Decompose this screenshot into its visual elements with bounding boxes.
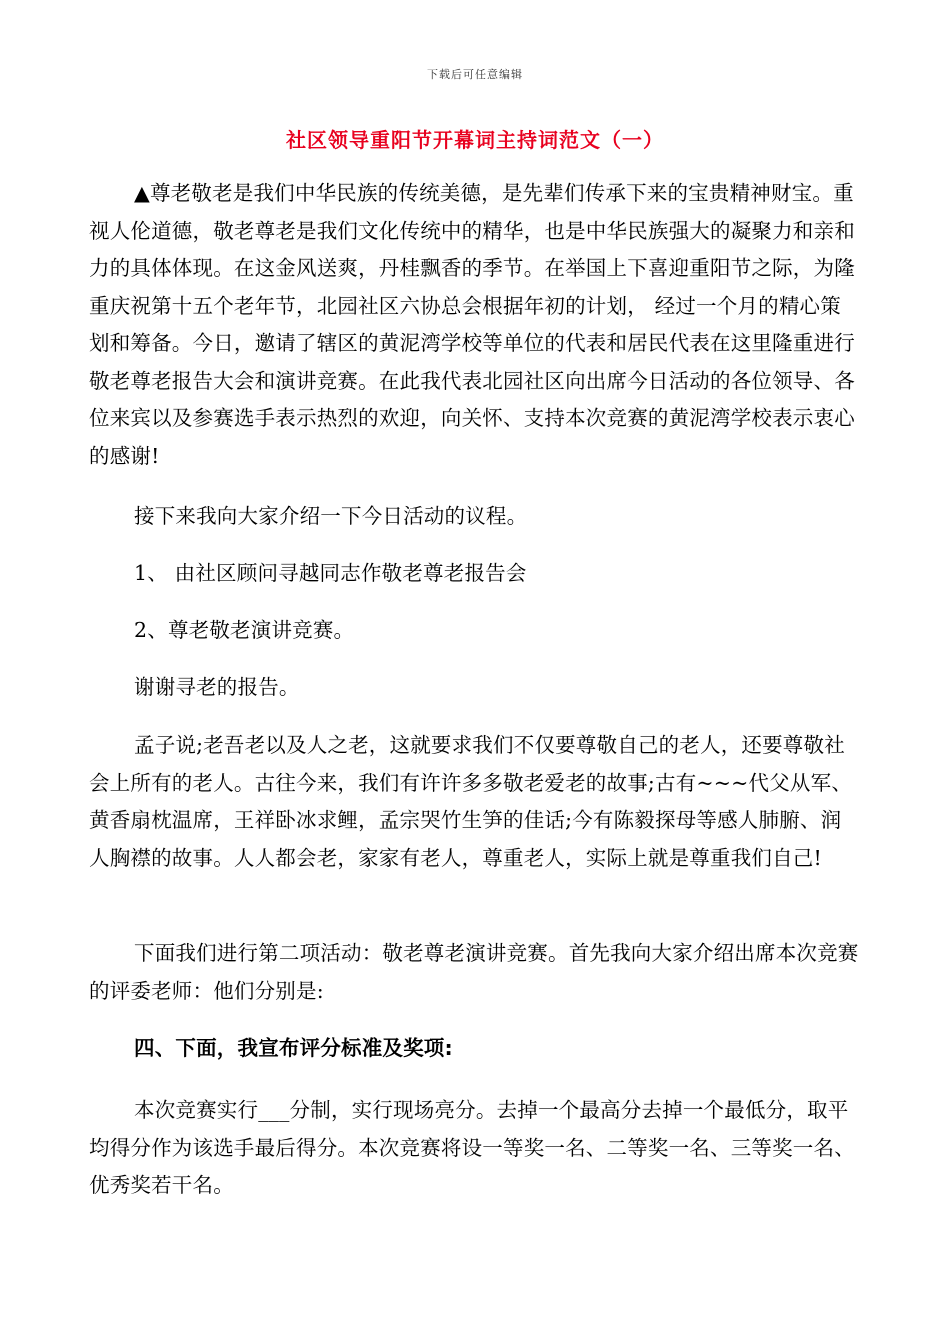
paragraph-scoring: 本次竞赛实行___分制，实行现场亮分。去掉一个最高分去掉一个最低分，取平均得分作为该选手最后得分。本次竞赛将设一等奖一名、二等奖一名、三等奖一名、优秀奖若干名。	[89, 1098, 855, 1197]
paragraph-intro: ▲尊老敬老是我们中华民族的传统美德，是先辈们传承下来的宝贵精神财宝。重视人伦道德，敬老尊老是我们文化传统中的精华，也是中华民族强大的凝聚力和亲和力的具体体现。在这金风送爽，丹桂飘香的季节。在举国上下喜迎重阳节之际，为隆重庆祝第十五个老年节，北园社区六协总会根据年初的计划， 经过一个月的精心策划和筹备。今日，邀请了辖区的黄泥湾学校等单位的代表和居民代表在这里隆重进行敬老尊老报告大会和演讲竞赛。在此我代表北园社区向出席今日活动的各位领导、各位来宾以及参赛选手表示热烈的欢迎，向关怀、支持本次竞赛的黄泥湾学校表示衷心的感谢!	[89, 181, 855, 468]
paragraph-second-activity: 下面我们进行第二项活动：敬老尊老演讲竞赛。首先我向大家介绍出席本次竞赛的评委老师：他们分别是:	[89, 941, 859, 1003]
agenda-item-1: 1、 由社区顾问寻越同志作敬老尊老报告会	[134, 561, 527, 585]
paragraph-mencius: 孟子说;老吾老以及人之老，这就要求我们不仅要尊敬自己的老人，还要尊敬社会上所有的老人。古往今来，我们有许许多多敬老爱老的故事;古有~~~代父从军、黄香扇枕温席，王祥卧冰求鲤，孟宗哭竹生笋的佳话;今有陈毅探母等感人肺腑、润人胸襟的故事。人人都会老，家家有老人，尊重老人，实际上就是尊重我们自己!	[89, 733, 853, 870]
agenda-item-2: 2、尊老敬老演讲竞赛。	[134, 618, 355, 642]
document-title: 社区领导重阳节开幕词主持词范文（一）	[286, 128, 664, 152]
paragraph-thanks: 谢谢寻老的报告。	[134, 675, 300, 699]
header-note: 下载后可任意编辑	[427, 68, 523, 81]
section-heading-scoring: 四、下面，我宣布评分标准及奖项:	[134, 1036, 453, 1060]
paragraph-agenda-intro: 接下来我向大家介绍一下今日活动的议程。	[134, 504, 528, 528]
